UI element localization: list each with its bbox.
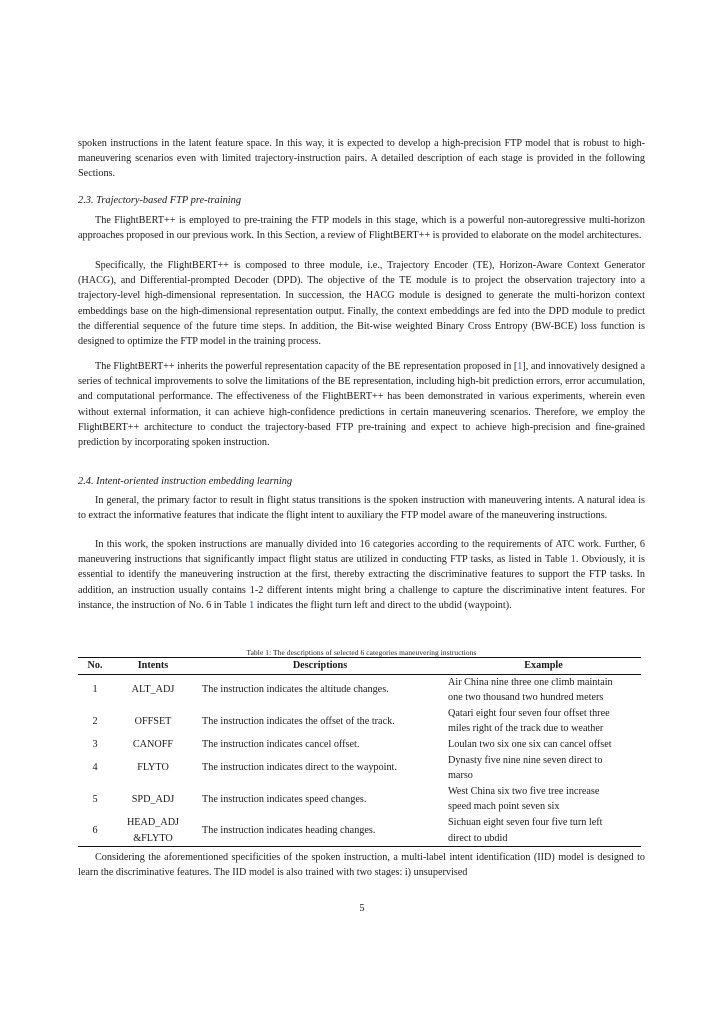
closing-paragraph: Considering the aforementioned specificities of the spoken instruction, a multi-label intent identification (IID) model is designed to learn the discriminative features. The IID model is also trained with two stages: i) unsupervised [78, 852, 645, 879]
cell-description: The instruction indicates heading changes. [194, 815, 446, 847]
cell-description: The instruction indicates cancel offset. [202, 738, 360, 750]
header-no: No. [78, 658, 112, 675]
cell-intent: OFFSET [134, 715, 172, 727]
header-descriptions: Descriptions [194, 658, 446, 675]
cell-example: West China six two five tree increase speed mach point seven six [448, 785, 600, 813]
table-reference-link[interactable]: 1 [570, 554, 576, 566]
table-header-row [78, 658, 641, 675]
section-heading-2-3: 2.3. Trajectory-based FTP pre-training [78, 195, 242, 206]
table-reference-link[interactable]: 1 [249, 599, 255, 611]
table-row [78, 737, 641, 753]
cell-no: 6 [78, 815, 112, 847]
cell-no: 1 [92, 684, 98, 696]
cell-description: The instruction indicates the offset of the track. [202, 715, 395, 727]
section-2-3-paragraph-1: The FlightBERT++ is employed to pre-training the FTP models in this stage, which is a powerful non-autoregressive multi-horizon approaches proposed in our previous work. In this Section, a review of FlightBERT++ is provided to elaborate on the model architectures. [78, 215, 645, 242]
cell-no: 5 [92, 793, 98, 805]
cell-intent: FLYTO [137, 762, 169, 774]
table-row [78, 706, 641, 737]
section-2-3-paragraph-3: The FlightBERT++ inherits the powerful representation capacity of the BE representation proposed in [1], and innovatively designed a series of technical improvements to solve the limitations of the BE representation, including high-bit prediction errors, error accumulation, and computational performance. The effectiveness of the FlightBERT++ has been demonstrated in various experiments, wherein even without external information, it can achieve high-confidence predictions in certain maneuvering scenarios. Therefore, we employ the FlightBERT++ architecture to conduct the trajectory-based FTP pre-training and expect to achieve high-precision and fine-grained prediction by incorporating spoken instruction. [78, 361, 645, 449]
cell-no: 4 [92, 762, 98, 774]
cell-description: The instruction indicates speed changes. [202, 793, 367, 805]
cell-example: Dynasty five nine nine seven direct to marso [448, 754, 603, 782]
citation-link[interactable]: 1 [517, 361, 523, 372]
table-row [78, 674, 641, 706]
cell-example: Qatari eight four seven four offset three miles right of the track due to weather [448, 707, 610, 735]
cell-intent: HEAD_ADJ &FLYTO [112, 815, 194, 847]
table-caption: Table 1: The descriptions of selected 6 categories maneuvering instructions [246, 648, 477, 657]
table-row [78, 815, 641, 847]
page-number: 5 [359, 903, 365, 914]
cell-description: The instruction indicates the altitude changes. [202, 684, 389, 696]
section-heading-2-4: 2.4. Intent-oriented instruction embedding learning [78, 476, 293, 487]
cell-example: Air China nine three one climb maintain one two thousand two hundred meters [448, 676, 613, 704]
cell-intent: SPD_ADJ [131, 793, 175, 805]
cell-intent: ALT_ADJ [131, 684, 175, 696]
cell-description: The instruction indicates direct to the waypoint. [202, 762, 397, 774]
intro-paragraph: spoken instructions in the latent feature space. In this way, it is expected to develop a high-precision FTP model that is robust to high-maneuvering scenarios even with limited trajectory-instruction pairs. A detailed description of each stage is provided in the following Sections. [78, 138, 645, 180]
cell-example: Loulan two six one six can cancel offset [448, 738, 612, 750]
header-example: Example [446, 658, 641, 675]
header-intents: Intents [112, 658, 194, 675]
cell-example: Sichuan eight seven four five turn left direct to ubdid [446, 815, 641, 847]
section-2-4-paragraph-1: In general, the primary factor to result in flight status transitions is the spoken instruction with maneuvering intents. A natural idea is to extract the informative features that indicate the flight intent to auxiliary the FTP model aware of the maneuvering instructions. [78, 495, 645, 522]
table-row [78, 784, 641, 815]
cell-no: 2 [92, 715, 98, 727]
section-2-3-paragraph-2: Specifically, the FlightBERT++ is composed to three module, i.e., Trajectory Encoder (TE), Horizon-Aware Context Generator (HACG), and Differential-prompted Decoder (DPD). The objective of the TE module is to project the observation trajectory into a trajectory-level high-dimensional representation. In succession, the HACG module is designed to generate the multi-horizon context embeddings base on the high-dimensional representation output. Finally, the context embeddings are fed into the DPD module to predict the differential sequence of the future time steps. In addition, the Bit-wise weighted Binary Cross Entropy (BW-BCE) loss function is designed to optimize the FTP model in the training process. [78, 260, 645, 348]
instructions-table [78, 657, 641, 847]
cell-intent: CANOFF [132, 738, 174, 750]
section-2-4-paragraph-2: In this work, the spoken instructions are manually divided into 16 categories according to the requirements of ATC work. Further, 6 maneuvering instructions that significantly impact flight status are utilized in conducting FTP tasks, as listed in Table 1. Obviously, it is essential to identify the maneuvering instruction at the first, thereby extracting the discriminative features to support the FTP tasks. In addition, an instruction usually contains 1-2 different intents might bring a challenge to capture the discriminative intent features. For instance, the instruction of No. 6 in Table 1 indicates the flight turn left and direct to the ubdid (waypoint). [78, 539, 645, 611]
table-row [78, 753, 641, 784]
cell-no: 3 [92, 738, 98, 750]
